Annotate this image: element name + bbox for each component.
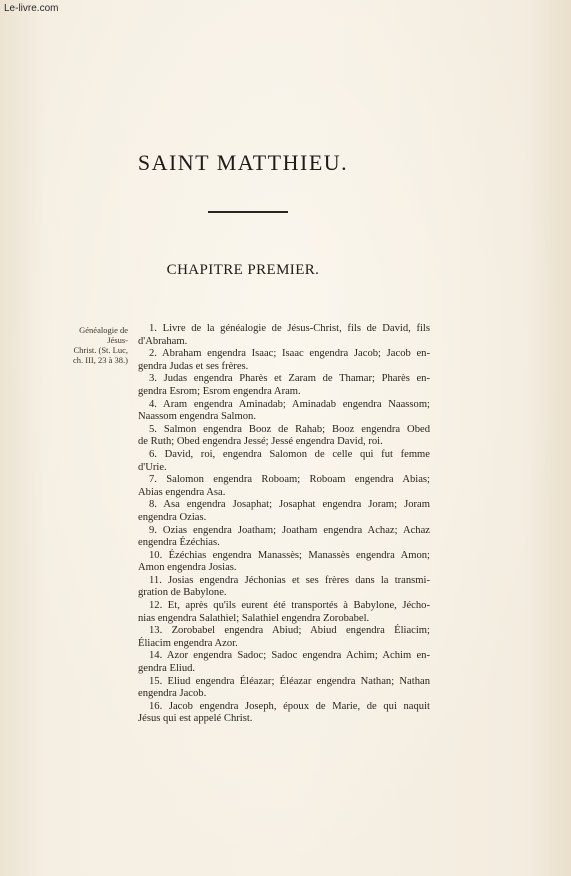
verse-1 xyxy=(138,323,430,348)
verse-line: 4. Aram engendra Aminadab; Aminadab engendra Naassom; xyxy=(149,398,430,410)
verse-line: nias engendra Salathiel; Salathiel engendra Zorobabel. xyxy=(138,612,370,624)
margin-note xyxy=(58,325,128,365)
verse-line: 2. Abraham engendra Isaac; Isaac engendra Jacob; Jacob en- xyxy=(149,348,430,360)
verse-line: engendra Ézéchias. xyxy=(138,537,220,549)
title-divider xyxy=(208,211,288,213)
verse-4 xyxy=(138,399,430,424)
verse-14 xyxy=(138,650,430,675)
verse-line: Abias engendra Asa. xyxy=(138,486,226,498)
watermark: Le-livre.com xyxy=(4,3,59,14)
verse-5 xyxy=(138,424,430,449)
verse-12 xyxy=(138,600,430,625)
verse-line: 7. Salomon engendra Roboam; Roboam engendra Abias; xyxy=(149,474,430,486)
verse-line: engendra Jacob. xyxy=(138,688,207,700)
verse-line: 5. Salmon engendra Booz de Rahab; Booz engendra Obed xyxy=(149,423,430,435)
verse-line: Amon engendra Josias. xyxy=(138,562,237,574)
margin-note-line: ch. III, 23 à 38.) xyxy=(73,355,128,365)
verse-line: de Ruth; Obed engendra Jessé; Jessé engendra David, roi. xyxy=(138,436,383,448)
verse-line: 10. Ézéchias engendra Manassès; Manassès engendra Amon; xyxy=(149,549,430,561)
margin-note-line: Christ. (St. Luc, xyxy=(73,345,128,355)
chapter-heading: CHAPITRE PREMIER. xyxy=(166,262,320,278)
verse-line: gration de Babylone. xyxy=(138,587,227,599)
verse-line: 16. Jacob engendra Joseph, époux de Marie, de qui naquit xyxy=(149,700,430,712)
page-title: SAINT MATTHIEU. xyxy=(137,150,349,175)
verse-line: d'Abraham. xyxy=(138,335,188,347)
verse-9 xyxy=(138,525,430,550)
verse-line: d'Urie. xyxy=(138,461,167,473)
verse-3 xyxy=(138,373,430,398)
verse-line: Jésus qui est appelé Christ. xyxy=(138,713,253,725)
verse-15 xyxy=(138,676,430,701)
verse-line: gendra Eliud. xyxy=(138,663,196,675)
verse-line: engendra Ozias. xyxy=(138,511,207,523)
verse-line: 6. David, roi, engendra Salomon de celle qui fut femme xyxy=(149,448,430,460)
verse-11 xyxy=(138,575,430,600)
verse-line: 9. Ozias engendra Joatham; Joatham engendra Achaz; Achaz xyxy=(149,524,430,536)
verse-6 xyxy=(138,449,430,474)
verse-line: 3. Judas engendra Pharès et Zaram de Thamar; Pharès en- xyxy=(149,373,430,385)
verse-line: 15. Eliud engendra Éléazar; Éléazar engendra Nathan; Nathan xyxy=(149,675,430,687)
verse-2 xyxy=(138,348,430,373)
verse-line: gendra Judas et ses frères. xyxy=(138,360,249,372)
verse-line: 12. Et, après qu'ils eurent été transportés à Babylone, Jécho- xyxy=(149,600,430,612)
verse-line: 1. Livre de la généalogie de Jésus-Christ, fils de David, fils xyxy=(149,323,430,334)
verse-line: 11. Josias engendra Jéchonias et ses frères dans la transmi- xyxy=(149,574,430,586)
verse-list xyxy=(138,323,430,726)
margin-note-line: Généalogie de Jésus- xyxy=(79,325,128,345)
verse-line: Éliacim engendra Azor. xyxy=(138,637,238,649)
verse-line: 13. Zorobabel engendra Abiud; Abiud engendra Éliacim; xyxy=(149,625,430,637)
verse-10 xyxy=(138,550,430,575)
verse-line: Naassom engendra Salmon. xyxy=(138,411,256,423)
verse-7 xyxy=(138,474,430,499)
verse-line: gendra Esrom; Esrom engendra Aram. xyxy=(138,385,301,397)
verse-13 xyxy=(138,625,430,650)
verse-line: 8. Asa engendra Josaphat; Josaphat engendra Joram; Joram xyxy=(149,499,430,511)
verse-8 xyxy=(138,499,430,524)
verse-line: 14. Azor engendra Sadoc; Sadoc engendra Achim; Achim en- xyxy=(149,650,430,662)
verse-16 xyxy=(138,701,430,726)
